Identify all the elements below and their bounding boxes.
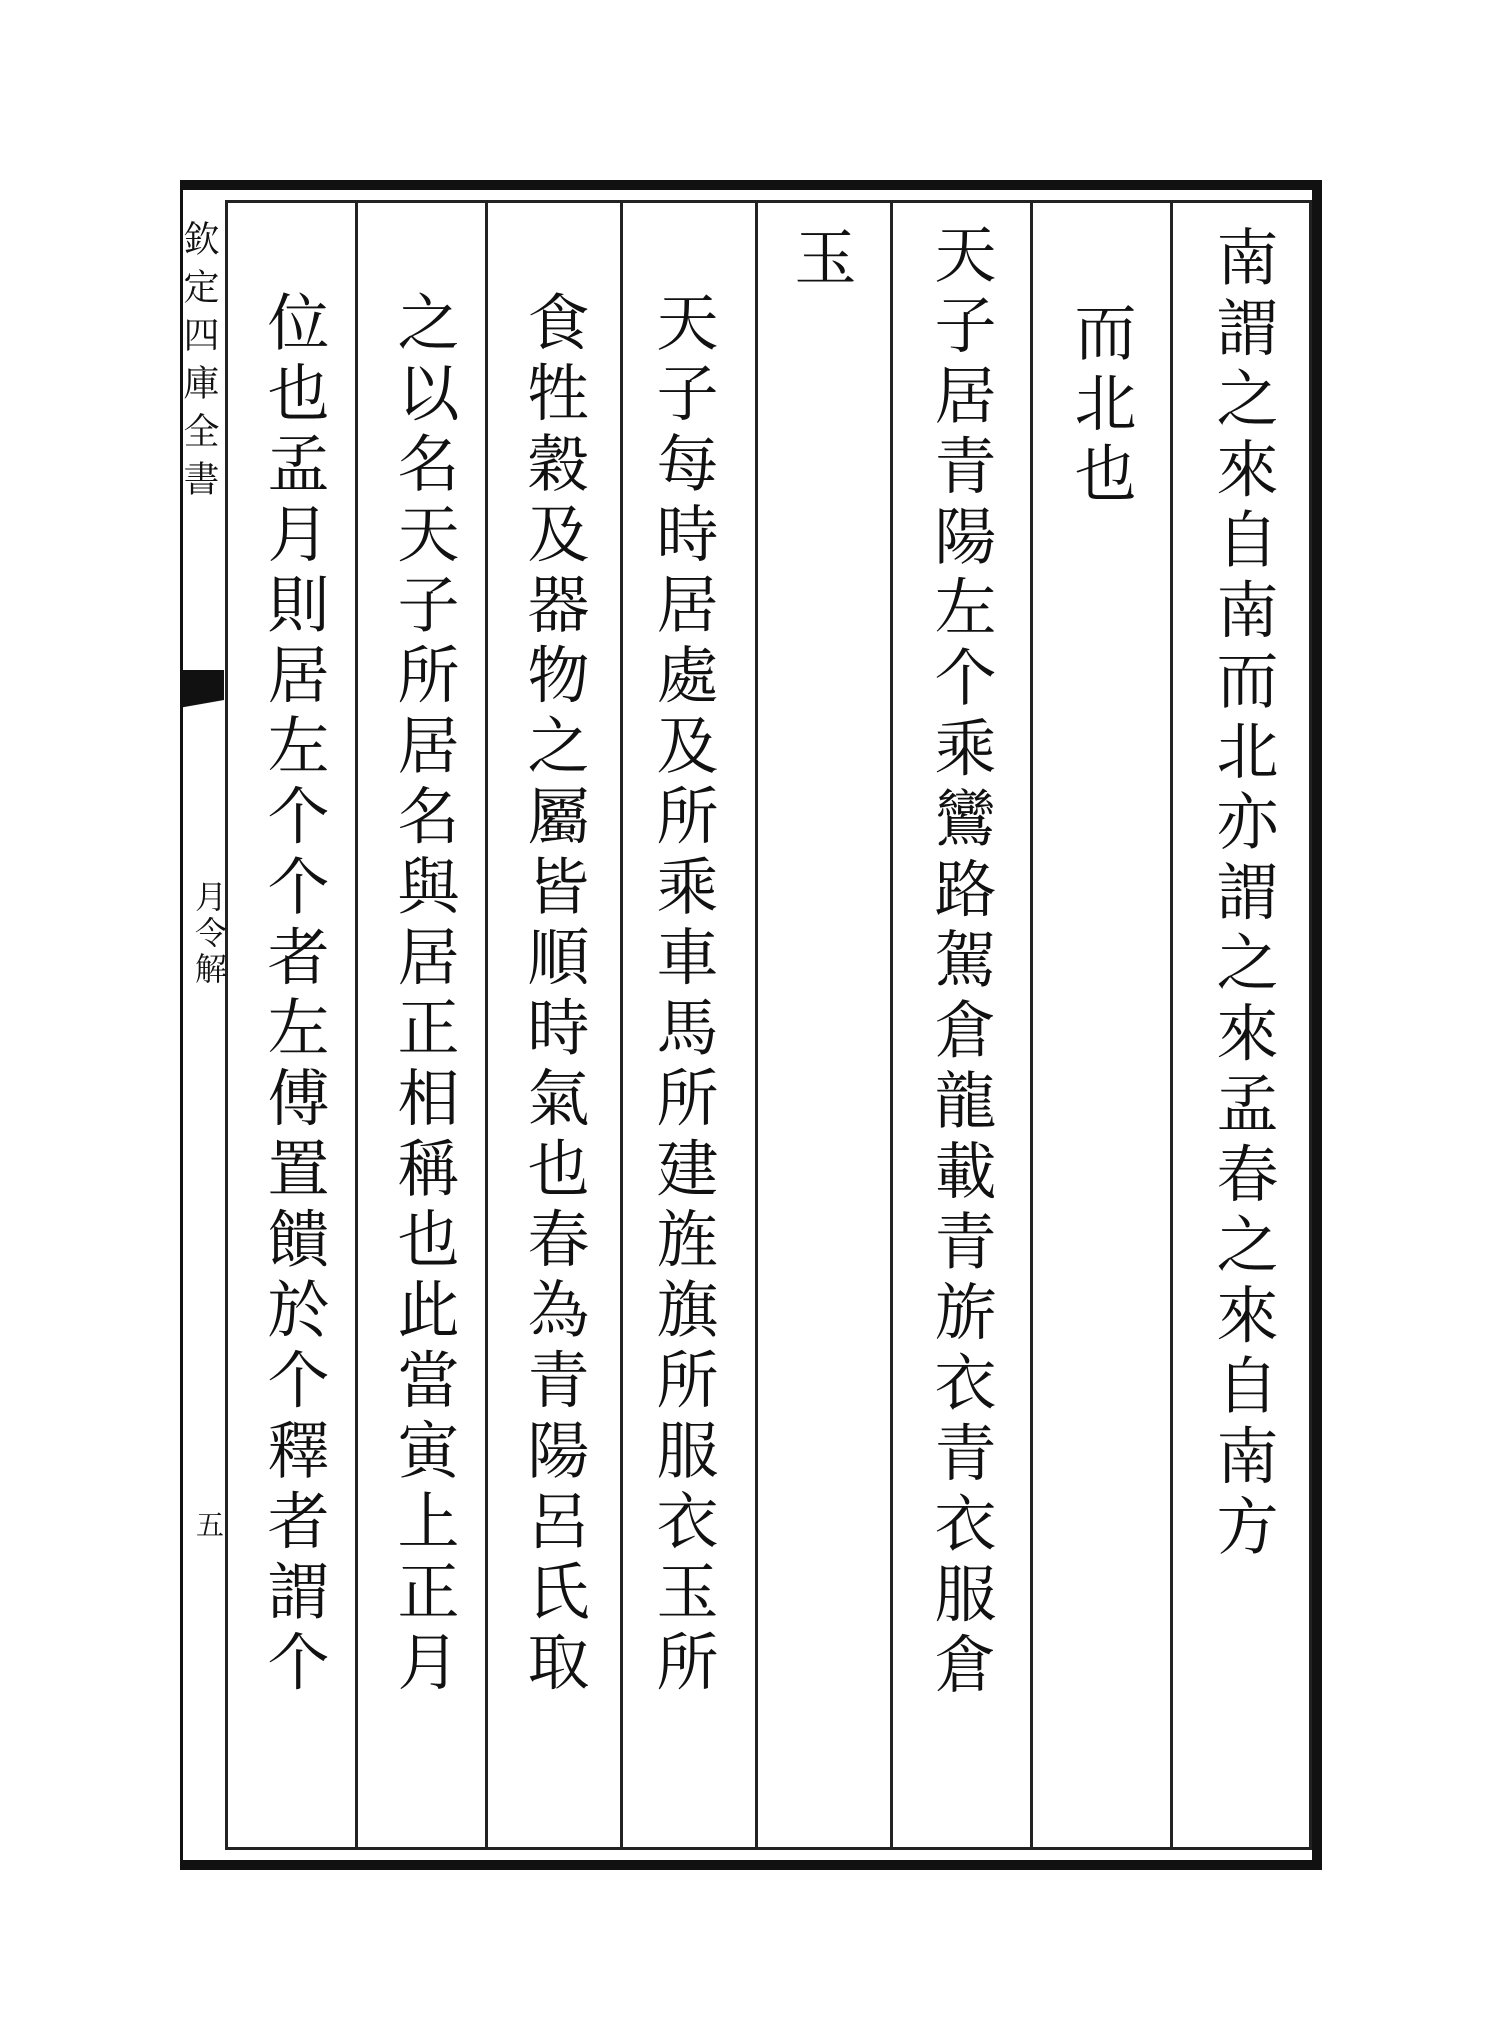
column-text: 食牲穀及器物之屬皆順時氣也春為青陽呂氏取 [517,290,590,1700]
text-column-8 [233,290,353,1700]
column-text: 南謂之來自南而北亦謂之來孟春之來自南方 [1206,225,1279,1565]
text-column-4 [760,225,880,296]
margin-column [178,200,228,1850]
column-rule [890,200,893,1850]
book-title: 欽定四庫全書 [178,220,219,508]
column-text: 之以名天子所居名與居正相稱也此當寅上正月 [387,290,460,1700]
column-text: 天子居青陽左个乘鸞路駕倉龍載青旂衣青衣服倉 [924,222,997,1703]
column-text: 位也孟月則居左个个者左傅置饋於个釋者謂个 [257,290,330,1700]
column-rule [1030,200,1033,1850]
chapter-title: 月令解 [190,880,228,988]
column-rule [485,200,488,1850]
column-text: 天子每時居處及所乘車馬所建旌旗所服衣玉所 [646,290,719,1700]
column-rule [355,200,358,1850]
text-column-3 [900,222,1020,1703]
column-text: 玉 [784,225,857,296]
text-column-2 [1040,300,1160,512]
column-rule [1170,200,1173,1850]
text-column-7 [363,290,483,1700]
text-column-6 [493,290,613,1700]
column-rule [755,200,758,1850]
fishtail-mark [182,670,224,730]
page-number: 五 [192,1510,225,1538]
text-column-5 [622,290,742,1700]
text-column-1 [1182,225,1302,1565]
column-text: 而北也 [1064,300,1137,512]
